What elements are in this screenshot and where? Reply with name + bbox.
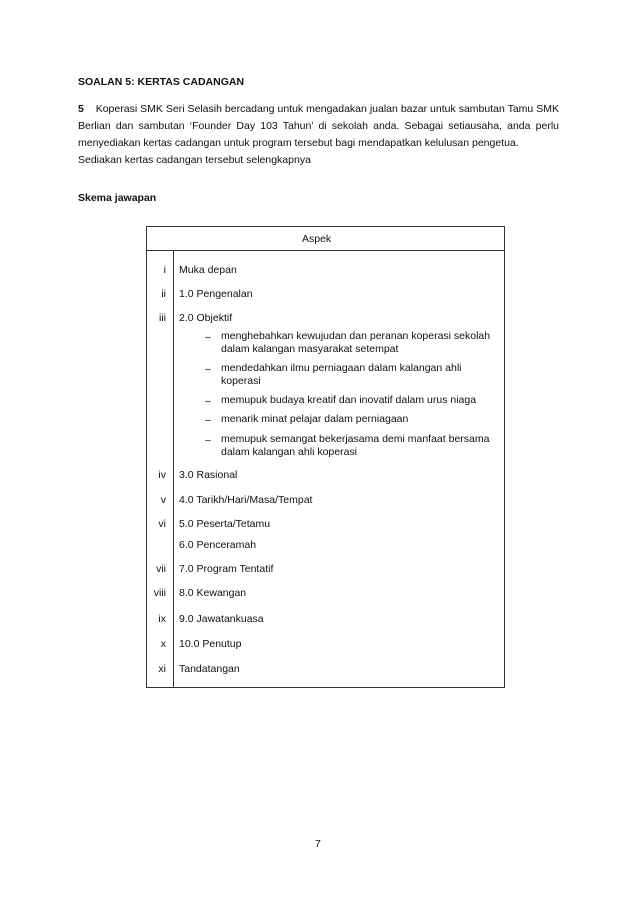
row-label: Tandatangan	[179, 663, 240, 675]
row-number: xi	[158, 663, 166, 675]
row-label: 4.0 Tarikh/Hari/Masa/Tempat	[179, 494, 313, 506]
objective-item: menarik minat pelajar dalam perniagaan	[221, 413, 409, 425]
table-header	[147, 227, 504, 251]
row-label: 5.0 Peserta/Tetamu	[179, 518, 271, 530]
page-number: 7	[315, 838, 321, 850]
row-label: 9.0 Jawatankuasa	[179, 613, 264, 625]
bullet-dash: –	[205, 395, 211, 407]
bullet-dash: –	[205, 414, 211, 426]
row-number: vi	[158, 518, 166, 530]
section-heading: SOALAN 5: KERTAS CADANGAN	[78, 76, 245, 88]
row-number: iv	[158, 469, 166, 481]
objective-item: mendedahkan ilmu perniagaan dalam kalangan ahli koperasi	[221, 362, 462, 387]
question-text: Koperasi SMK Seri Selasih bercadang untuk mengadakan jualan bazar untuk sambutan Tamu SMK Berlian dan sambutan ‘Founder Day 103 Tahun’ di sekolah anda. Sebagai setiausaha, anda perlu menyediakan kertas cadangan untuk program tersebut bagi mendapatkan kelulusan pengetua.	[78, 103, 559, 149]
row-number: iii	[159, 312, 166, 324]
instruction-text: Sediakan kertas cadangan tersebut selengkapnya	[78, 154, 311, 166]
row-label: 3.0 Rasional	[179, 469, 238, 481]
bullet-dash: –	[205, 434, 211, 446]
objective-item: menghebahkan kewujudan dan peranan koperasi sekolah dalam kalangan masyarakat setempat	[221, 330, 491, 355]
bullet-dash: –	[205, 331, 211, 343]
row-label: Muka depan	[179, 264, 237, 276]
row-number: ii	[161, 288, 166, 300]
row-number: i	[163, 264, 166, 276]
row-number: x	[160, 638, 166, 650]
question-number: 5	[78, 103, 84, 115]
column-divider	[173, 251, 174, 687]
answer-scheme-title: Skema jawapan	[78, 192, 157, 204]
objective-item: memupuk semangat bekerjasama demi manfaat bersama dalam kalangan ahli koperasi	[221, 433, 490, 458]
row-number: vii	[156, 563, 166, 575]
row-label: 1.0 Pengenalan	[179, 288, 253, 300]
aspect-table	[146, 226, 505, 688]
row-label: 6.0 Penceramah	[179, 539, 257, 551]
row-number: v	[160, 494, 166, 506]
row-label: 8.0 Kewangan	[179, 587, 247, 599]
row-number: viii	[153, 587, 166, 599]
row-label: 7.0 Program Tentatif	[179, 563, 274, 575]
table-header-label: Aspek	[302, 233, 332, 245]
bullet-dash: –	[205, 363, 211, 375]
objective-item: memupuk budaya kreatif dan inovatif dalam urus niaga	[221, 394, 477, 406]
row-number: ix	[158, 613, 166, 625]
row-label: 2.0 Objektif	[179, 312, 233, 324]
question-paragraph	[78, 101, 559, 152]
row-label: 10.0 Penutup	[179, 638, 242, 650]
